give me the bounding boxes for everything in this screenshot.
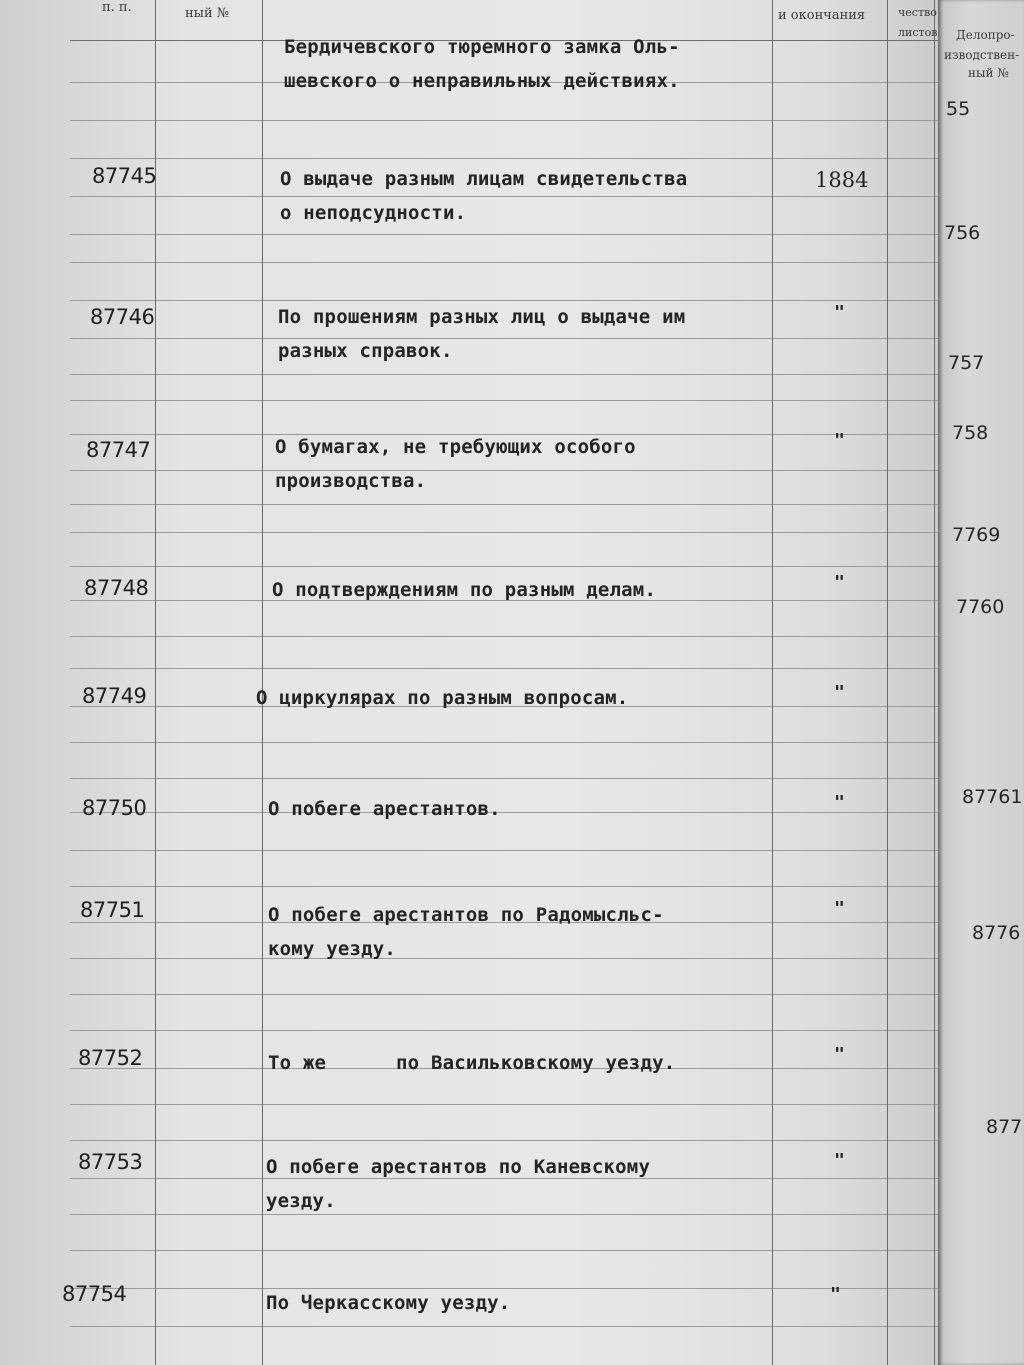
row-year-ditto: " (834, 898, 845, 919)
ruled-line (70, 532, 950, 533)
row-year: 1884 (815, 168, 869, 192)
row-year-ditto: " (834, 1044, 845, 1065)
row-title: О побеге арестантов по Каневскому уезду. (266, 1156, 651, 1212)
ruled-line (70, 158, 950, 159)
row-year-ditto: " (830, 1284, 841, 1305)
adjacent-page-number: 8776 (972, 922, 1021, 944)
ruled-line (70, 668, 950, 669)
adjacent-page-number: 757 (948, 352, 985, 374)
row-year-ditto: " (834, 302, 845, 323)
ruled-line (70, 886, 950, 887)
row-title: О бумагах, не требующих особого производства. (275, 436, 636, 492)
row-title: По Черкасскому уезду. (266, 1292, 511, 1314)
ruled-line (70, 1250, 950, 1251)
adjacent-page-number: 7769 (952, 524, 1001, 546)
ruled-line (70, 994, 950, 995)
ruled-line (70, 234, 950, 235)
ruled-line (70, 812, 950, 813)
ruled-line (70, 636, 950, 637)
ruled-line (70, 504, 950, 505)
row-number: 87745 (92, 164, 157, 188)
header-col-num: п. п. (102, 0, 132, 15)
row-number: 87754 (62, 1282, 127, 1306)
row-year-ditto: " (834, 430, 845, 451)
ruled-line (70, 262, 950, 263)
header-col-dates: и окончания (778, 8, 866, 23)
row-number: 87751 (80, 898, 145, 922)
row-title: О побеге арестантов. (268, 798, 501, 820)
row-number: 87749 (82, 684, 147, 708)
column-rule (887, 0, 888, 1365)
ruled-line (70, 400, 950, 401)
row-number: 87747 (86, 438, 151, 462)
header-col-office-1: Делопро- (956, 28, 1015, 42)
column-rule (772, 0, 773, 1365)
row-title: О подтверждениям по разным делам. (272, 579, 657, 601)
ruled-line (70, 374, 950, 375)
adjacent-page-number: 87761 (962, 786, 1023, 808)
ruled-line (70, 742, 950, 743)
adjacent-page-number: 758 (952, 422, 989, 444)
adjacent-page-edge (938, 0, 1024, 1365)
ruled-line (70, 1104, 950, 1105)
row-year-ditto: " (834, 1150, 845, 1171)
row-number: 87750 (82, 796, 147, 820)
row-title: О циркулярах по разным вопросам. (256, 687, 629, 709)
row-number: 87753 (78, 1150, 143, 1174)
ruled-line (70, 850, 950, 851)
row-number: 87752 (78, 1046, 143, 1070)
adjacent-page-number: 877 (986, 1116, 1023, 1138)
adjacent-page-number: 7760 (956, 596, 1005, 618)
ruled-line (70, 120, 950, 121)
ruled-line (70, 566, 950, 567)
row-title: По прошениям разных лиц о выдаче им разных справок. (278, 306, 686, 362)
row-title: То же по Васильковскому уезду. (268, 1052, 676, 1074)
header-col-office-3: ный № (968, 66, 1009, 80)
column-rule (934, 0, 935, 1365)
adjacent-page-number: 55 (946, 98, 971, 120)
adjacent-page-number: 756 (944, 222, 981, 244)
row-title: О выдаче разным лицам свидетельства о неподсудности. (280, 168, 688, 224)
row-year-ditto: " (834, 682, 845, 703)
header-col-sheets-2: листов (898, 26, 938, 39)
column-rule (155, 0, 156, 1365)
ruled-line (70, 1030, 950, 1031)
continued-title: Бердичевского тюремного замка Оль- шевского о неправильных действиях. (284, 36, 680, 92)
header-col-index: ный № (185, 6, 230, 21)
row-year-ditto: " (834, 792, 845, 813)
row-title: О побеге арестантов по Радомысльс- кому уезду. (268, 904, 664, 960)
header-col-office-2: изводствен- (944, 48, 1020, 62)
row-number: 87748 (84, 576, 149, 600)
header-col-sheets-1: чество (898, 6, 937, 19)
row-number: 87746 (90, 305, 155, 329)
row-year-ditto: " (834, 572, 845, 593)
ruled-line (70, 778, 950, 779)
ruled-line (70, 1140, 950, 1141)
ruled-line (70, 1326, 950, 1327)
